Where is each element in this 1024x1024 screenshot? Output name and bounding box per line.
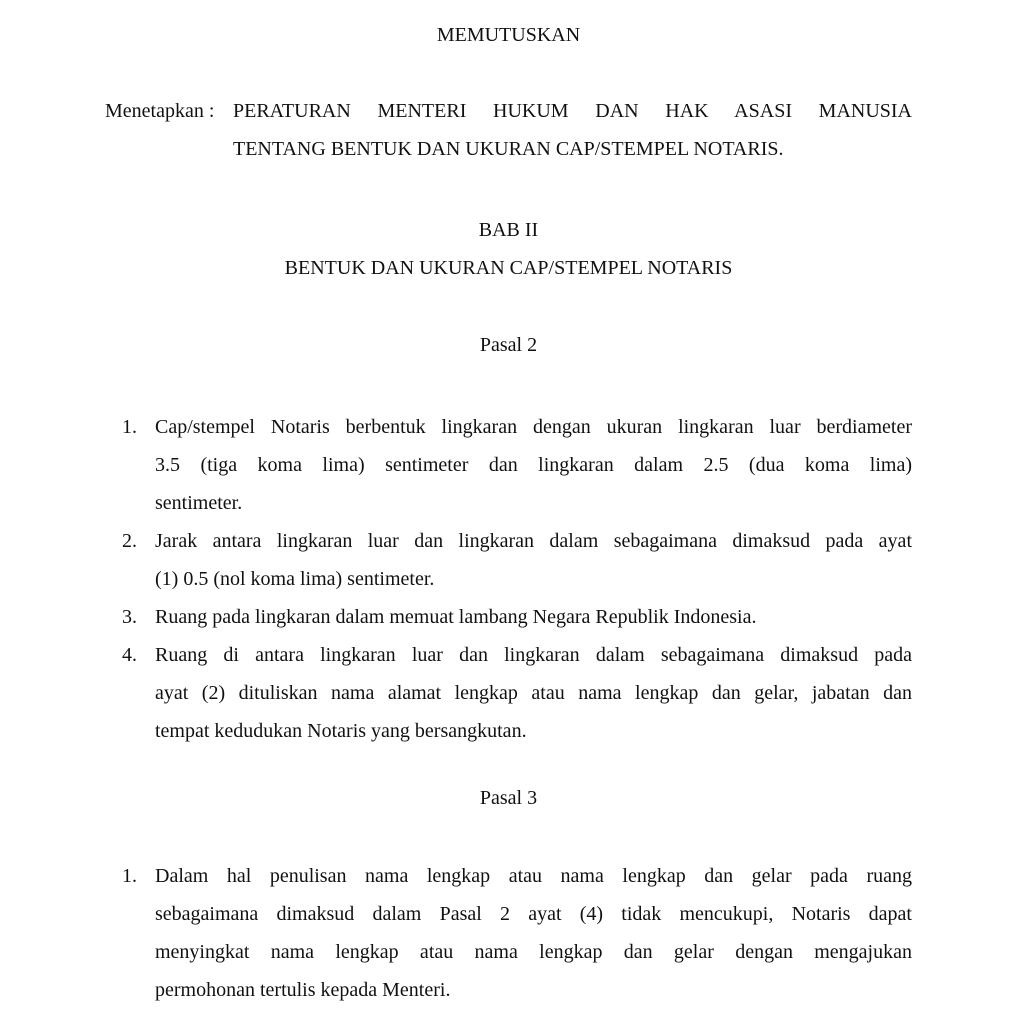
chapter-number: BAB II (478, 219, 539, 241)
menetapkan-label: Menetapkan : (105, 100, 215, 122)
text-line: Ruang di antara lingkaran luar dan lingkaran dalam sebagaimana dimaksud pada (155, 644, 912, 666)
text-line: Cap/stempel Notaris berbentuk lingkaran dengan ukuran lingkaran luar berdiameter (155, 416, 912, 438)
text-line: PERATURAN MENTERI HUKUM DAN HAK ASASI MANUSIA (233, 100, 912, 122)
chapter-heading-block (105, 211, 912, 287)
section-title-pasal-3: Pasal 3 (479, 787, 538, 809)
item-number: 1. (122, 416, 137, 438)
list-item (122, 636, 912, 750)
item-text (155, 636, 912, 750)
text-line: sentimeter. (155, 492, 243, 514)
item-number: 1. (122, 865, 137, 887)
text-line: Ruang pada lingkaran dalam memuat lambang Negara Republik Indonesia. (155, 606, 757, 628)
text-line: 3.5 (tiga koma lima) sentimeter dan lingkaran dalam 2.5 (dua koma lima) (155, 454, 912, 476)
decision-heading: MEMUTUSKAN (436, 24, 581, 46)
text-line: sebagaimana dimaksud dalam Pasal 2 ayat (4) tidak mencukupi, Notaris dapat (155, 903, 912, 925)
pasal-2-list (105, 408, 912, 750)
list-item (122, 522, 912, 598)
chapter-title: BENTUK DAN UKURAN CAP/STEMPEL NOTARIS (284, 257, 733, 279)
item-text (155, 408, 912, 522)
list-item (122, 857, 912, 1009)
item-text (155, 522, 912, 598)
text-line: (1) 0.5 (nol koma lima) sentimeter. (155, 568, 435, 590)
text-line: TENTANG BENTUK DAN UKURAN CAP/STEMPEL NOTARIS. (233, 138, 784, 160)
section-title-pasal-2: Pasal 2 (479, 334, 538, 356)
item-text (155, 598, 912, 636)
text-line: menyingkat nama lengkap atau nama lengkap dan gelar dengan mengajukan (155, 941, 912, 963)
text-line: tempat kedudukan Notaris yang bersangkutan. (155, 720, 527, 742)
list-item (122, 408, 912, 522)
list-item (122, 598, 912, 636)
item-number: 4. (122, 644, 137, 666)
text-line: ayat (2) dituliskan nama alamat lengkap atau nama lengkap dan gelar, jabatan dan (155, 682, 912, 704)
menetapkan-text (233, 92, 912, 168)
pasal-3-list (105, 857, 912, 1009)
item-number: 3. (122, 606, 137, 628)
text-line: permohonan tertulis kepada Menteri. (155, 979, 451, 1001)
item-number: 2. (122, 530, 137, 552)
text-line: Dalam hal penulisan nama lengkap atau nama lengkap dan gelar pada ruang (155, 865, 912, 887)
menetapkan-block (105, 92, 912, 168)
item-text (155, 857, 912, 1009)
text-line: Jarak antara lingkaran luar dan lingkaran dalam sebagaimana dimaksud pada ayat (155, 530, 912, 552)
